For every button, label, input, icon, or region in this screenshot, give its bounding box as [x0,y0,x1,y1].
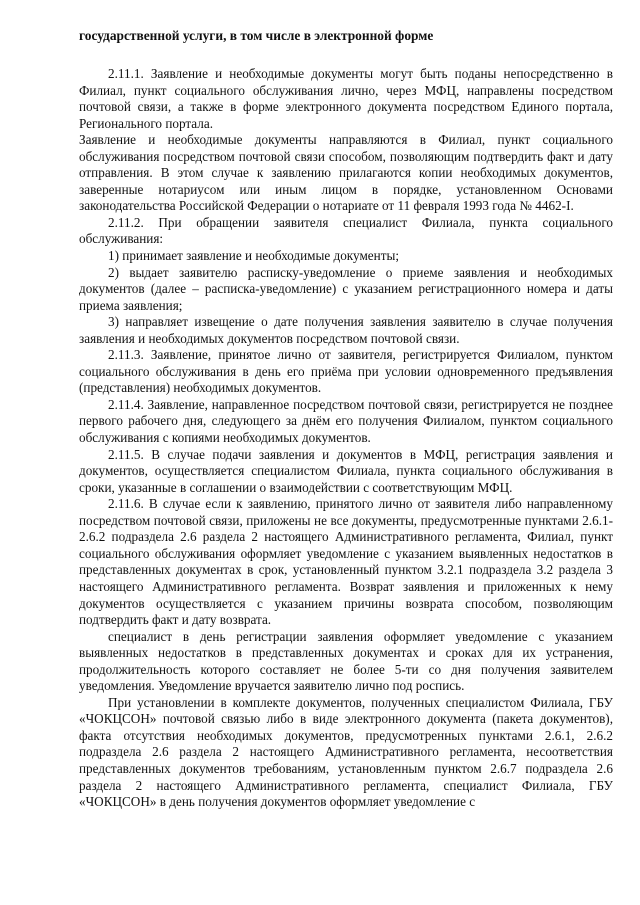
list-item-3: 3) направляет извещение о дате получения заявления заявителю в случае получения заявления и необходимых документов посредством почтовой связи. [79,314,613,346]
paragraph-specialist-notice: специалист в день регистрации заявления оформляет уведомление с указанием выявленных недостатков в представленных документах и сроках для их устранения, продолжительность которого составляет не более 5-ти со дня получения заявителем уведомления. Уведомление вручается заявителю лично под роспись. [79,628,613,694]
paragraph-postal-submission: Заявление и необходимые документы направляются в Филиал, пункт социального обслуживания посредством почтовой связи способом, позволяющим подтвердить факт и дату отправления. В этом случае к заявлению прилагаются копии необходимых документов, заверенные нотариусом или иным лицом в порядке, установленном Основами законодательства Российской Федерации о нотариате от 11 февраля 1993 года № 4462-I. [79,132,613,214]
section-heading: государственной услуги, в том числе в электронной форме [79,28,434,43]
paragraph-2-11-4: 2.11.4. Заявление, направленное посредством почтовой связи, регистрируется не позднее первого рабочего дня, следующего за днём его получения Филиалом, пунктом социального обслуживания с копиями необходимых документов. [79,396,613,446]
list-item-2: 2) выдает заявителю расписку-уведомление о приеме заявления и необходимых документов (далее – расписка-уведомление) с указанием регистрационного номера и даты приема заявления; [79,264,613,313]
paragraph-2-11-3: 2.11.3. Заявление, принятое лично от заявителя, регистрируется Филиалом, пунктом социального обслуживания в день его приёма при условии одновременного предъявления (представления) необходимых документов. [79,347,613,396]
paragraph-2-11-6: 2.11.6. В случае если к заявлению, принятого лично от заявителя либо направленному посредством почтовой связи, приложены не все документы, предусмотренные пунктами 2.6.1-2.6.2 подраздела 2.6 раздела 2 настоящего Административного регламента, Филиал, пункт социального обслуживания оформляет уведомление с указанием выявленных недостатков в представленных документах в срок, установленный пунктом 3.2.1 подраздела 3.2 раздела 3 настоящего Административного регламента. Возврат заявления и приложенных к нему документов осуществляется с указанием причины возврата способом, позволяющим подтвердить факт и дату возврата. [79,496,613,628]
document-page [79,28,613,811]
paragraph-incomplete-documents: При установлении в комплекте документов, полученных специалистом Филиала, ГБУ «ЧОКЦСОН» почтовой связью либо в виде электронного документа (пакета документов), факта отсутствия необходимых документов, предусмотренных пунктами 2.6.1, 2.6.2 подраздела 2.6 раздела 2 настоящего Административного регламента, несоответствия представленных документов требованиям, установленным пунктом 2.6.7 подраздела 2.6 раздела 2 настоящего Административного регламента, специалист Филиала, ГБУ «ЧОКЦСОН» в день получения документов оформляет уведомление с [79,694,613,810]
paragraph-2-11-1: 2.11.1. Заявление и необходимые документы могут быть поданы непосредственно в Филиал, пункт социального обслуживания лично, через МФЦ, направлены посредством почтовой связи, а также в форме электронного документа посредством Единого портала, Регионального портала. [79,66,613,131]
paragraph-2-11-2: 2.11.2. При обращении заявителя специалист Филиала, пункта социального обслуживания: [79,214,613,247]
list-item-1: 1) принимает заявление и необходимые документы; [108,248,399,264]
paragraph-2-11-5: 2.11.5. В случае подачи заявления и документов в МФЦ, регистрация заявления и документов, осуществляется специалистом Филиала, пункта социального обслуживания в сроки, указанные в соглашении о взаимодействии с соответствующим МФЦ. [79,446,613,495]
